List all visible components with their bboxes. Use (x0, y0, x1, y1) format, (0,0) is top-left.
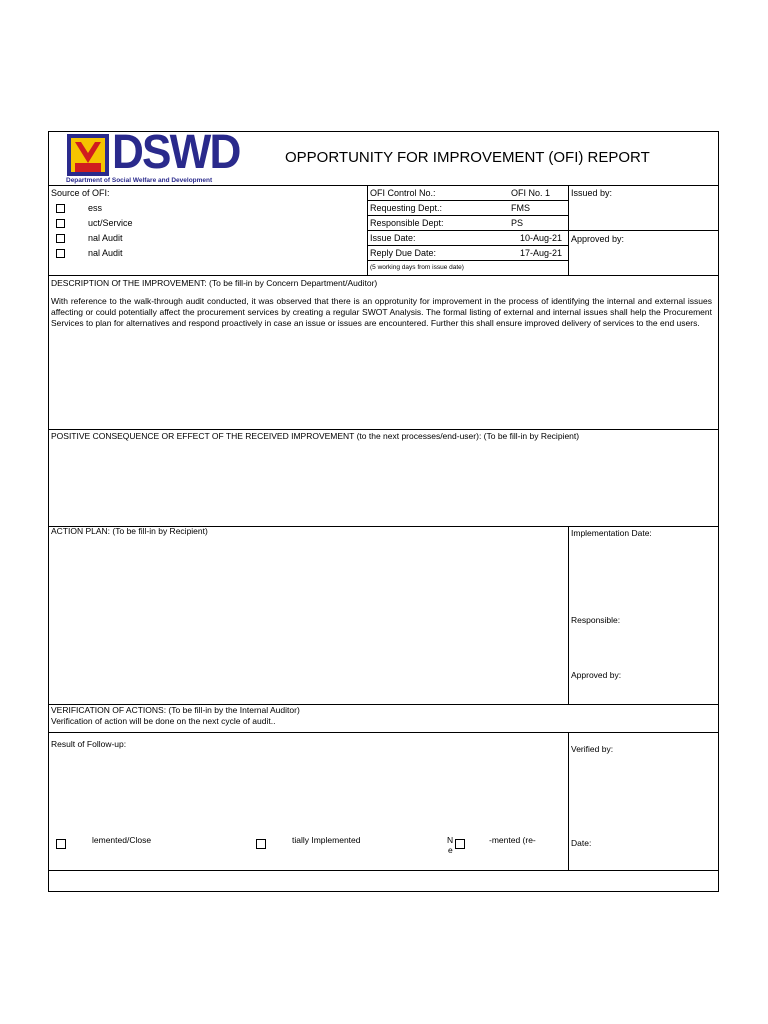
description-heading: DESCRIPTION Of THE IMPROVEMENT: (To be fill-in by Concern Department/Auditor) (51, 278, 378, 288)
source-label: Source of OFI: (51, 188, 110, 198)
action-approved-by-label: Approved by: (571, 670, 622, 680)
responsible-dept-label: Responsible Dept: (370, 218, 444, 228)
implemented-close-checkbox[interactable] (56, 839, 66, 849)
partially-implemented-label: tially Implemented (292, 835, 361, 845)
positive-heading: POSITIVE CONSEQUENCE OR EFFECT OF THE RECEIVED IMPROVEMENT (to the next processes/end-user): (To be fill-in by Recipient) (51, 431, 580, 441)
reply-due-value: 17-Aug-21 (520, 248, 563, 258)
verification-heading: VERIFICATION OF ACTIONS: (To be fill-in by the Internal Auditor) (51, 705, 300, 715)
reply-due-note: (5 working days from issue date) (370, 264, 464, 271)
source-option-4: nal Audit (88, 248, 123, 258)
source-checkbox-4[interactable] (56, 249, 65, 258)
implemented-close-label: lemented/Close (92, 835, 152, 845)
dswd-emblem-icon (66, 133, 110, 179)
implementation-date-label: Implementation Date: (571, 528, 652, 538)
responsible-label: Responsible: (571, 615, 621, 625)
requesting-dept-label: Requesting Dept.: (370, 203, 443, 213)
reply-due-label: Reply Due Date: (370, 248, 437, 258)
logo-wordmark: DSWD (112, 126, 240, 179)
issue-date-value: 10-Aug-21 (520, 233, 563, 243)
not-implemented-label-c: e (448, 845, 453, 855)
source-option-2: uct/Service (88, 218, 133, 228)
partially-implemented-checkbox[interactable] (256, 839, 266, 849)
control-no-label: OFI Control No.: (370, 188, 436, 198)
source-option-3: nal Audit (88, 233, 123, 243)
result-heading: Result of Follow-up: (51, 739, 127, 749)
source-checkbox-1[interactable] (56, 204, 65, 213)
source-checkbox-2[interactable] (56, 219, 65, 228)
description-body: With reference to the walk-through audit conducted, it was observed that there is an opprotunity for improvement in the process of identifying the internal and external issues affecting or could potentially affect the procurement services by creating a regular SWOT Analysis. The formal listing of external and internal issues shall help the Procurement Services to plan for alternatives and respond proactively in case an issue or issues are encountered. Further this shall ensure improved delivery of services to the end users. (51, 296, 712, 328)
not-implemented-checkbox[interactable] (455, 839, 465, 849)
result-date-label: Date: (571, 838, 592, 848)
page-title: OPPORTUNITY FOR IMPROVEMENT (OFI) REPORT (285, 149, 650, 166)
issued-by-label: Issued by: (571, 188, 613, 198)
approved-by-label: Approved by: (571, 234, 625, 244)
dswd-logo (66, 126, 246, 187)
issue-date-label: Issue Date: (370, 233, 416, 243)
verified-by-label: Verified by: (571, 744, 614, 754)
verification-note: Verification of action will be done on the next cycle of audit.. (51, 716, 276, 726)
action-plan-heading: ACTION PLAN: (To be fill-in by Recipient) (51, 526, 208, 536)
source-option-1: ess (88, 203, 103, 213)
logo-subtitle: Department of Social Welfare and Development (66, 177, 213, 184)
requesting-dept-value: FMS (511, 203, 530, 213)
not-implemented-label-b: -mented (re- (489, 835, 536, 845)
not-implemented-label-a: N (447, 835, 454, 845)
responsible-dept-value: PS (511, 218, 524, 228)
control-no-value: OFI No. 1 (511, 188, 551, 198)
source-checkbox-3[interactable] (56, 234, 65, 243)
